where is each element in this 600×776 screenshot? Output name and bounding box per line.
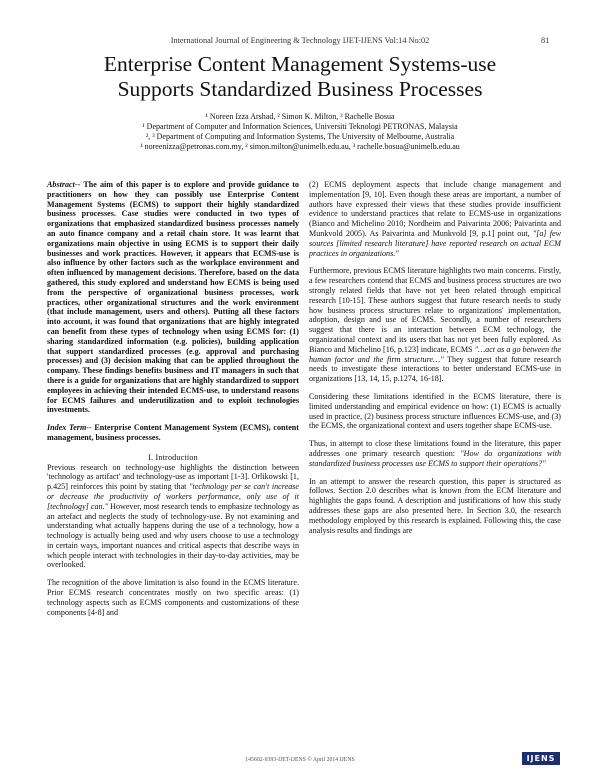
intro-p1-text-a: Previous research on technology-use highlights the distinction between 'technology as artifact' and technology-use as important [1-3]. Orlikowski [1, p.425] reinforces this point by stating that [47,462,299,492]
intro-p1-quote: "technology per se can't increase or decrease the productivity of workers performance, only use of it [technology] can." [47,482,299,511]
affiliation-2: ², ³ Department of Computing and Information Systems, The University of Melbourne, Australia [145,132,455,141]
intro-p1-text-b: However, most research tends to emphasize technology as an artefact and neglects the study of technology-use. By not examining and understanding what actually happens during the use of a technology, how a technology is actually being used and why users choose to use a technology in certain ways, important nuances and critical aspects that describe ways in which people interact with technologies in their day-to-day activities, may be overlooked. [47,501,299,570]
right-p2-text-a: Furthermore, previous ECMS literature highlights two main concerns. Firstly, a few researchers contend that ECMS and business process structures are two strongly related fields that have not yet been related through empirical research [10-15]. These authors suggest that future research needs to study how business process structures relate to organizations' implementation, adoption, design and use of ECMS. Secondly, a number of researchers suggest that there is an interaction between ECM technology, the organizational context and its users that has not yet been fully explored. As Bianco and Michelino [16, p.123] indicate, ECMS [309,266,561,354]
abstract-label: Abstract-- [47,180,81,189]
author-names: ¹ Noreen Izza Arshad, ² Simon K. Milton, ³ Rachelle Bosua [205,112,395,121]
right-column [309,180,561,543]
right-p2-text-b: They suggest that future research needs to investigate these interactions to better understand ECMS-use in organizations [13, 14, 15, p.1274, 16-18]. [309,354,561,384]
right-p1-quote: "[a] few sources [limited research literature] have reported research on actual ECM practices in organizations." [309,228,561,258]
author-block [40,112,560,152]
intro-paragraph-1 [47,463,299,571]
affiliation-1: ¹ Department of Computer and Information Sciences, Universiti Teknologi PETRONAS, Malaysia [142,122,458,131]
index-terms-label: Index Term-- [47,423,92,433]
right-p2-quote: "…act as a go between the human factor and the firm structure…" [309,344,561,364]
abstract-text: The aim of this paper is to explore and provide guidance to practitioners on how they can possibly use Enterprise Content Management Systems (ECMS) to support their highly standardized business processes. Case studies were conducted in two types of organizations that emphasized standardized business processes namely an auto finance company and a retail chain store. It was learnt that organizations main objective in using ECMS is to support their daily businesses and work practices. However, it appears that ECMS-use is also influence by other factors such as the workplace environment and often influenced by management decisions. Therefore, based on the data gathered, this study explored and understand how ECMS is being used from the perspective of organizational business processes, work practices, other organizational structures and the work environment (that include management, users and others). Putting all these factors into account, it was found that organizations that are highly integrated can benefit from these types of technology when using ECMS for: (1) sharing standardized information (e.g. policies), building application that support standardized processes (e.g. approval and purchasing processes) and (3) decision making that can be applied throughout the company. These findings benefits business and IT managers in such that there is a guide for organizations that are highly standardized to support employees in achieving their intended ECMS-use, to understand reasons for ECMS failures and underutilization and to exploit technologies investments. [47,180,299,415]
paper-title [40,52,560,102]
right-paragraph-1 [309,180,561,258]
left-column [47,180,299,625]
intro-paragraph-2: The recognition of the above limitation is also found in the ECMS literature. Prior ECMS research concentrates mostly on two specific areas: (1) technology aspects such as ECMS components and customizations of these components [4-8] and [47,578,299,617]
title-line-2: Supports Standardized Business Processes [117,77,483,101]
index-terms-text: Enterprise Content Management System (ECMS), content management, business processes. [47,423,299,442]
right-paragraph-4 [309,439,561,468]
journal-header: International Journal of Engineering & Technology IJET-IJENS Vol:14 No:02 [170,36,430,45]
index-terms [47,423,299,443]
abstract [47,180,299,415]
right-p1-text: (2) ECMS deployment aspects that include change management and implementation [9, 10]. Even though these areas are important, a number of authors have expressed their views that these studies provide insufficient evidence to understand practices that relate to ECMS-use in organizations (Bianco and Michelino 2010; Nordheim and Paivarinta 2006; Paivarinta and Munkvold 2005). As Paivarinta and Munkvold [9, p.1] point out, [309,180,561,238]
right-paragraph-3: Considering these limitations identified in the ECMS literature, there is limited understanding and empirical evidence on how: (1) ECMS is actually used in practice, (2) business process structure influences ECMS-use, and (3) the ECMS, the organizational context and users together shape ECMS-use. [309,391,561,431]
section-heading-introduction: I. Introduction [148,452,198,462]
right-p4-text: Thus, in attempt to close these limitations found in the literature, this paper addresses one primary research question: [309,439,561,458]
title-line-1: Enterprise Content Management Systems-use [103,52,497,76]
page-number: 81 [541,36,550,45]
ijens-logo: IJENS [522,752,560,765]
right-paragraph-5: In an attempt to answer the research question, this paper is structured as follows. Section 2.0 describes what is known from the ECM literature and highlights the gaps found. A description and justifications of how this study addresses these gaps are also presented here. In Section 3.0, the research methodology employed by this research is explained. Following this, the case analysis results and findings are [309,476,561,535]
research-question: "How do organizations with standardized business processes use ECMS to support their operations?" [309,448,561,468]
author-emails: ¹ noreenizza@petronas.com.my, ² simon.milton@unimelb.edu.au, ³ rachelle.bosua@unimelb.edu.au [140,142,460,151]
right-paragraph-2 [309,266,561,384]
page-footer: 145602-9393-IJET-IJENS © April 2014 IJENS [245,757,355,763]
